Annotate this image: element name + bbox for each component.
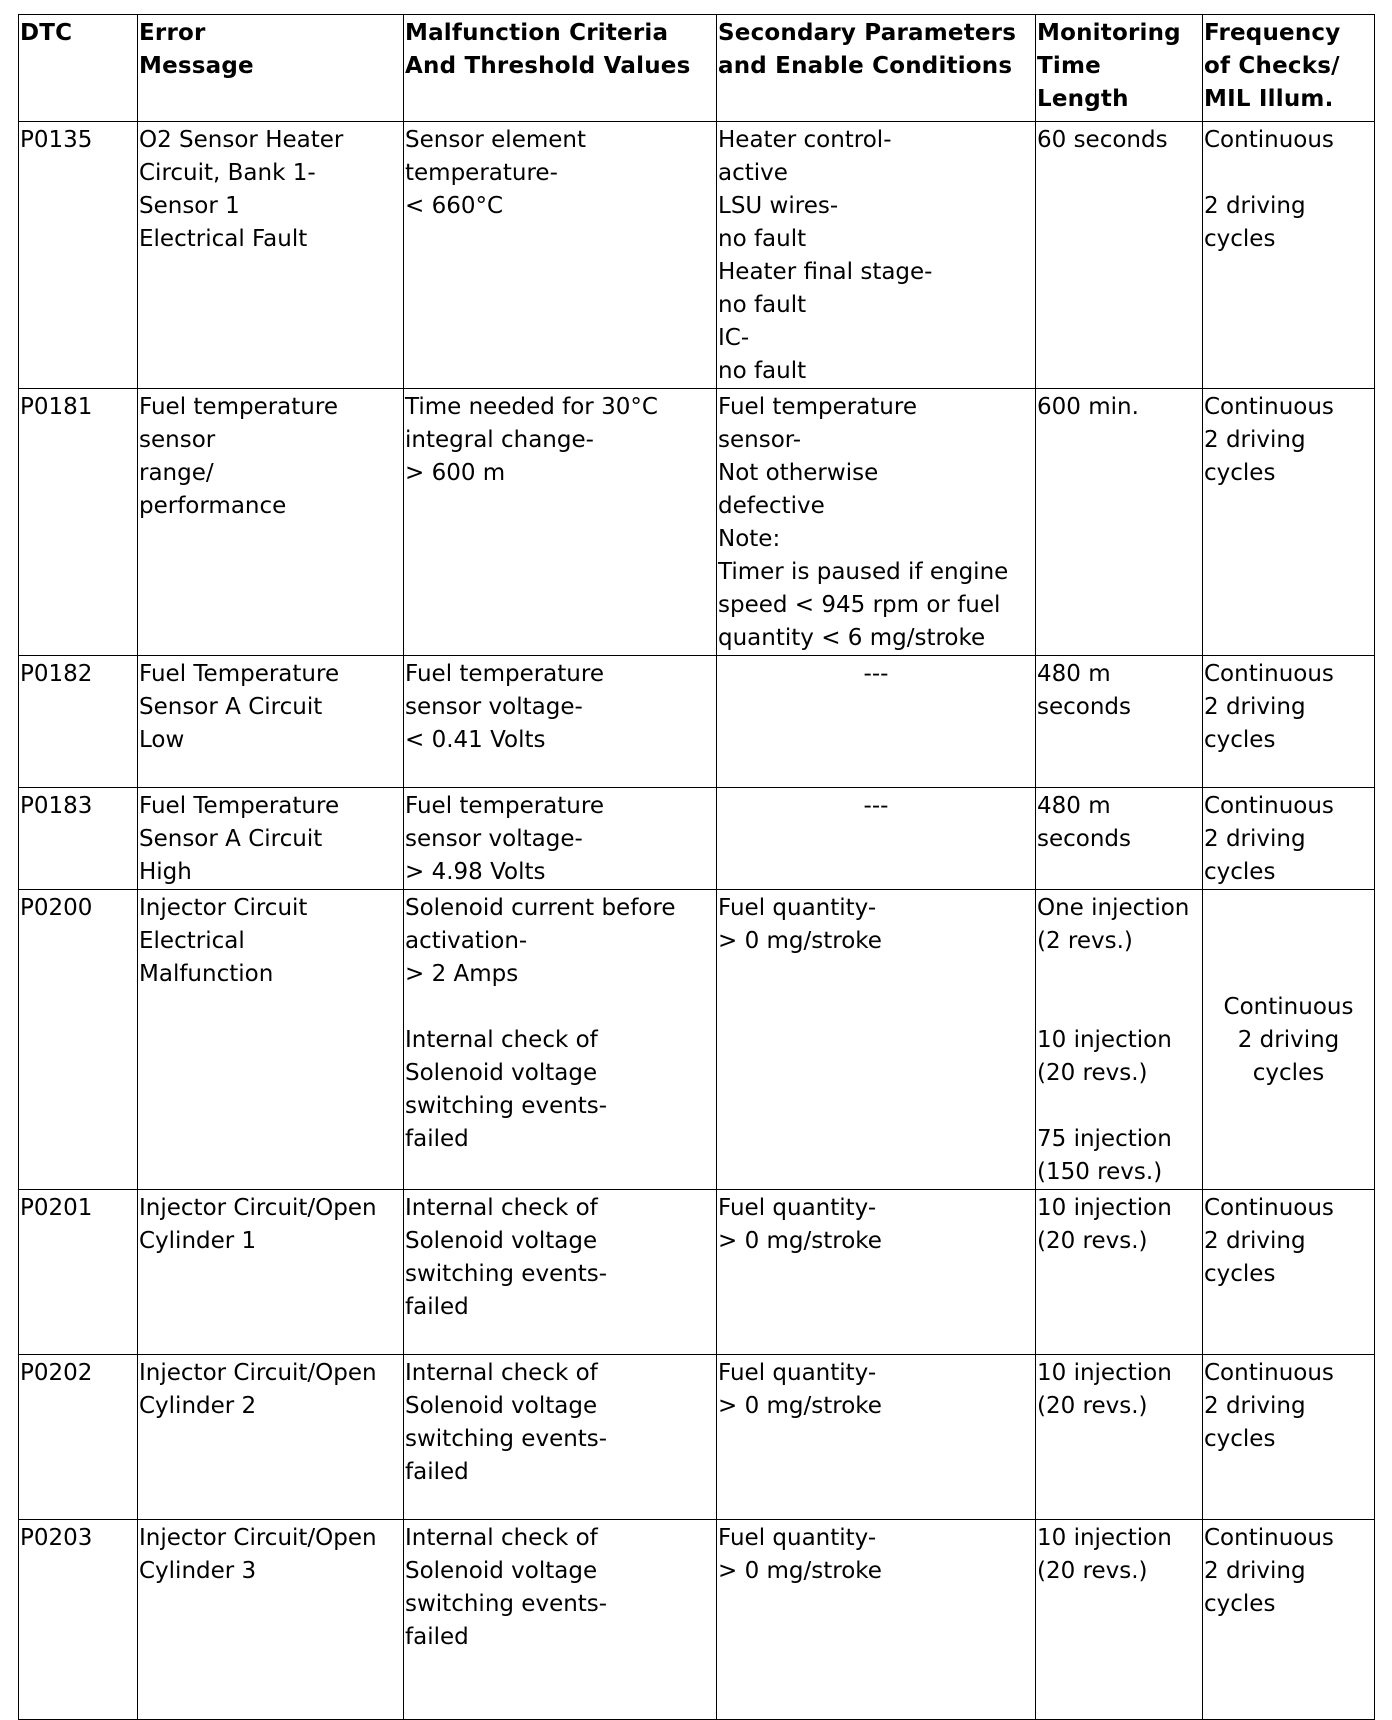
cell-criteria: Sensor element temperature- < 660°C: [404, 122, 717, 389]
cell-dtc: P0182: [19, 656, 138, 788]
table-row: [19, 1190, 1375, 1355]
cell-dtc: P0181: [19, 389, 138, 656]
cell-dtc: P0183: [19, 788, 138, 890]
cell-error-message: Fuel temperature sensor range/ performance: [138, 389, 404, 656]
cell-frequency: Continuous 2 driving cycles: [1203, 656, 1375, 788]
table-header-row: [19, 15, 1375, 122]
cell-monitoring-time: 480 m seconds: [1036, 656, 1203, 788]
cell-criteria: Fuel temperature sensor voltage- < 0.41 Volts: [404, 656, 717, 788]
table-row: [19, 389, 1375, 656]
cell-monitoring-time: 10 injection (20 revs.): [1036, 1520, 1203, 1720]
header-error-message: Error Message: [138, 15, 404, 122]
cell-monitoring-time: 10 injection (20 revs.): [1036, 1190, 1203, 1355]
table-row: [19, 1520, 1375, 1720]
cell-criteria: Internal check of Solenoid voltage switching events- failed: [404, 1190, 717, 1355]
cell-error-message: Injector Circuit/Open Cylinder 1: [138, 1190, 404, 1355]
cell-frequency: Continuous 2 driving cycles: [1203, 389, 1375, 656]
cell-criteria: Solenoid current before activation- > 2 Amps Internal check of Solenoid voltage switching events- failed: [404, 890, 717, 1190]
cell-secondary: Fuel temperature sensor- Not otherwise defective Note: Timer is paused if engine speed < 945 rpm or fuel quantity < 6 mg/stroke: [717, 389, 1036, 656]
cell-secondary: Fuel quantity- > 0 mg/stroke: [717, 890, 1036, 1190]
header-dtc: DTC: [19, 15, 138, 122]
cell-criteria: Fuel temperature sensor voltage- > 4.98 Volts: [404, 788, 717, 890]
cell-dtc: P0202: [19, 1355, 138, 1520]
cell-dtc: P0200: [19, 890, 138, 1190]
header-frequency: Frequency of Checks/ MIL Illum.: [1203, 15, 1375, 122]
cell-secondary: ---: [717, 788, 1036, 890]
header-malfunction-criteria: Malfunction Criteria And Threshold Values: [404, 15, 717, 122]
table-row: [19, 1355, 1375, 1520]
cell-dtc: P0201: [19, 1190, 138, 1355]
table-row: [19, 122, 1375, 389]
cell-frequency: Continuous 2 driving cycles: [1203, 1190, 1375, 1355]
cell-secondary: Fuel quantity- > 0 mg/stroke: [717, 1520, 1036, 1720]
dtc-table: [18, 14, 1375, 1720]
cell-frequency: Continuous 2 driving cycles: [1203, 788, 1375, 890]
cell-secondary: Heater control- active LSU wires- no fault Heater final stage- no fault IC- no fault: [717, 122, 1036, 389]
cell-error-message: O2 Sensor Heater Circuit, Bank 1- Sensor 1 Electrical Fault: [138, 122, 404, 389]
cell-monitoring-time: 600 min.: [1036, 389, 1203, 656]
cell-monitoring-time: 10 injection (20 revs.): [1036, 1355, 1203, 1520]
cell-error-message: Fuel Temperature Sensor A Circuit Low: [138, 656, 404, 788]
cell-error-message: Injector Circuit/Open Cylinder 2: [138, 1355, 404, 1520]
cell-secondary: ---: [717, 656, 1036, 788]
cell-frequency: Continuous 2 driving cycles: [1203, 122, 1375, 389]
header-secondary-parameters: Secondary Parameters and Enable Conditions: [717, 15, 1036, 122]
cell-dtc: P0135: [19, 122, 138, 389]
cell-dtc: P0203: [19, 1520, 138, 1720]
table-row: [19, 656, 1375, 788]
cell-error-message: Injector Circuit Electrical Malfunction: [138, 890, 404, 1190]
table-row: [19, 890, 1375, 1190]
header-monitoring-time: Monitoring Time Length: [1036, 15, 1203, 122]
cell-frequency: Continuous 2 driving cycles: [1203, 1520, 1375, 1720]
cell-criteria: Internal check of Solenoid voltage switching events- failed: [404, 1355, 717, 1520]
cell-criteria: Internal check of Solenoid voltage switching events- failed: [404, 1520, 717, 1720]
cell-frequency: Continuous 2 driving cycles: [1203, 890, 1375, 1190]
table-row: [19, 788, 1375, 890]
cell-secondary: Fuel quantity- > 0 mg/stroke: [717, 1190, 1036, 1355]
cell-monitoring-time: 480 m seconds: [1036, 788, 1203, 890]
cell-monitoring-time: 60 seconds: [1036, 122, 1203, 389]
cell-frequency: Continuous 2 driving cycles: [1203, 1355, 1375, 1520]
cell-secondary: Fuel quantity- > 0 mg/stroke: [717, 1355, 1036, 1520]
cell-error-message: Injector Circuit/Open Cylinder 3: [138, 1520, 404, 1720]
cell-error-message: Fuel Temperature Sensor A Circuit High: [138, 788, 404, 890]
cell-monitoring-time: One injection (2 revs.) 10 injection (20 revs.) 75 injection (150 revs.): [1036, 890, 1203, 1190]
cell-criteria: Time needed for 30°C integral change- > 600 m: [404, 389, 717, 656]
